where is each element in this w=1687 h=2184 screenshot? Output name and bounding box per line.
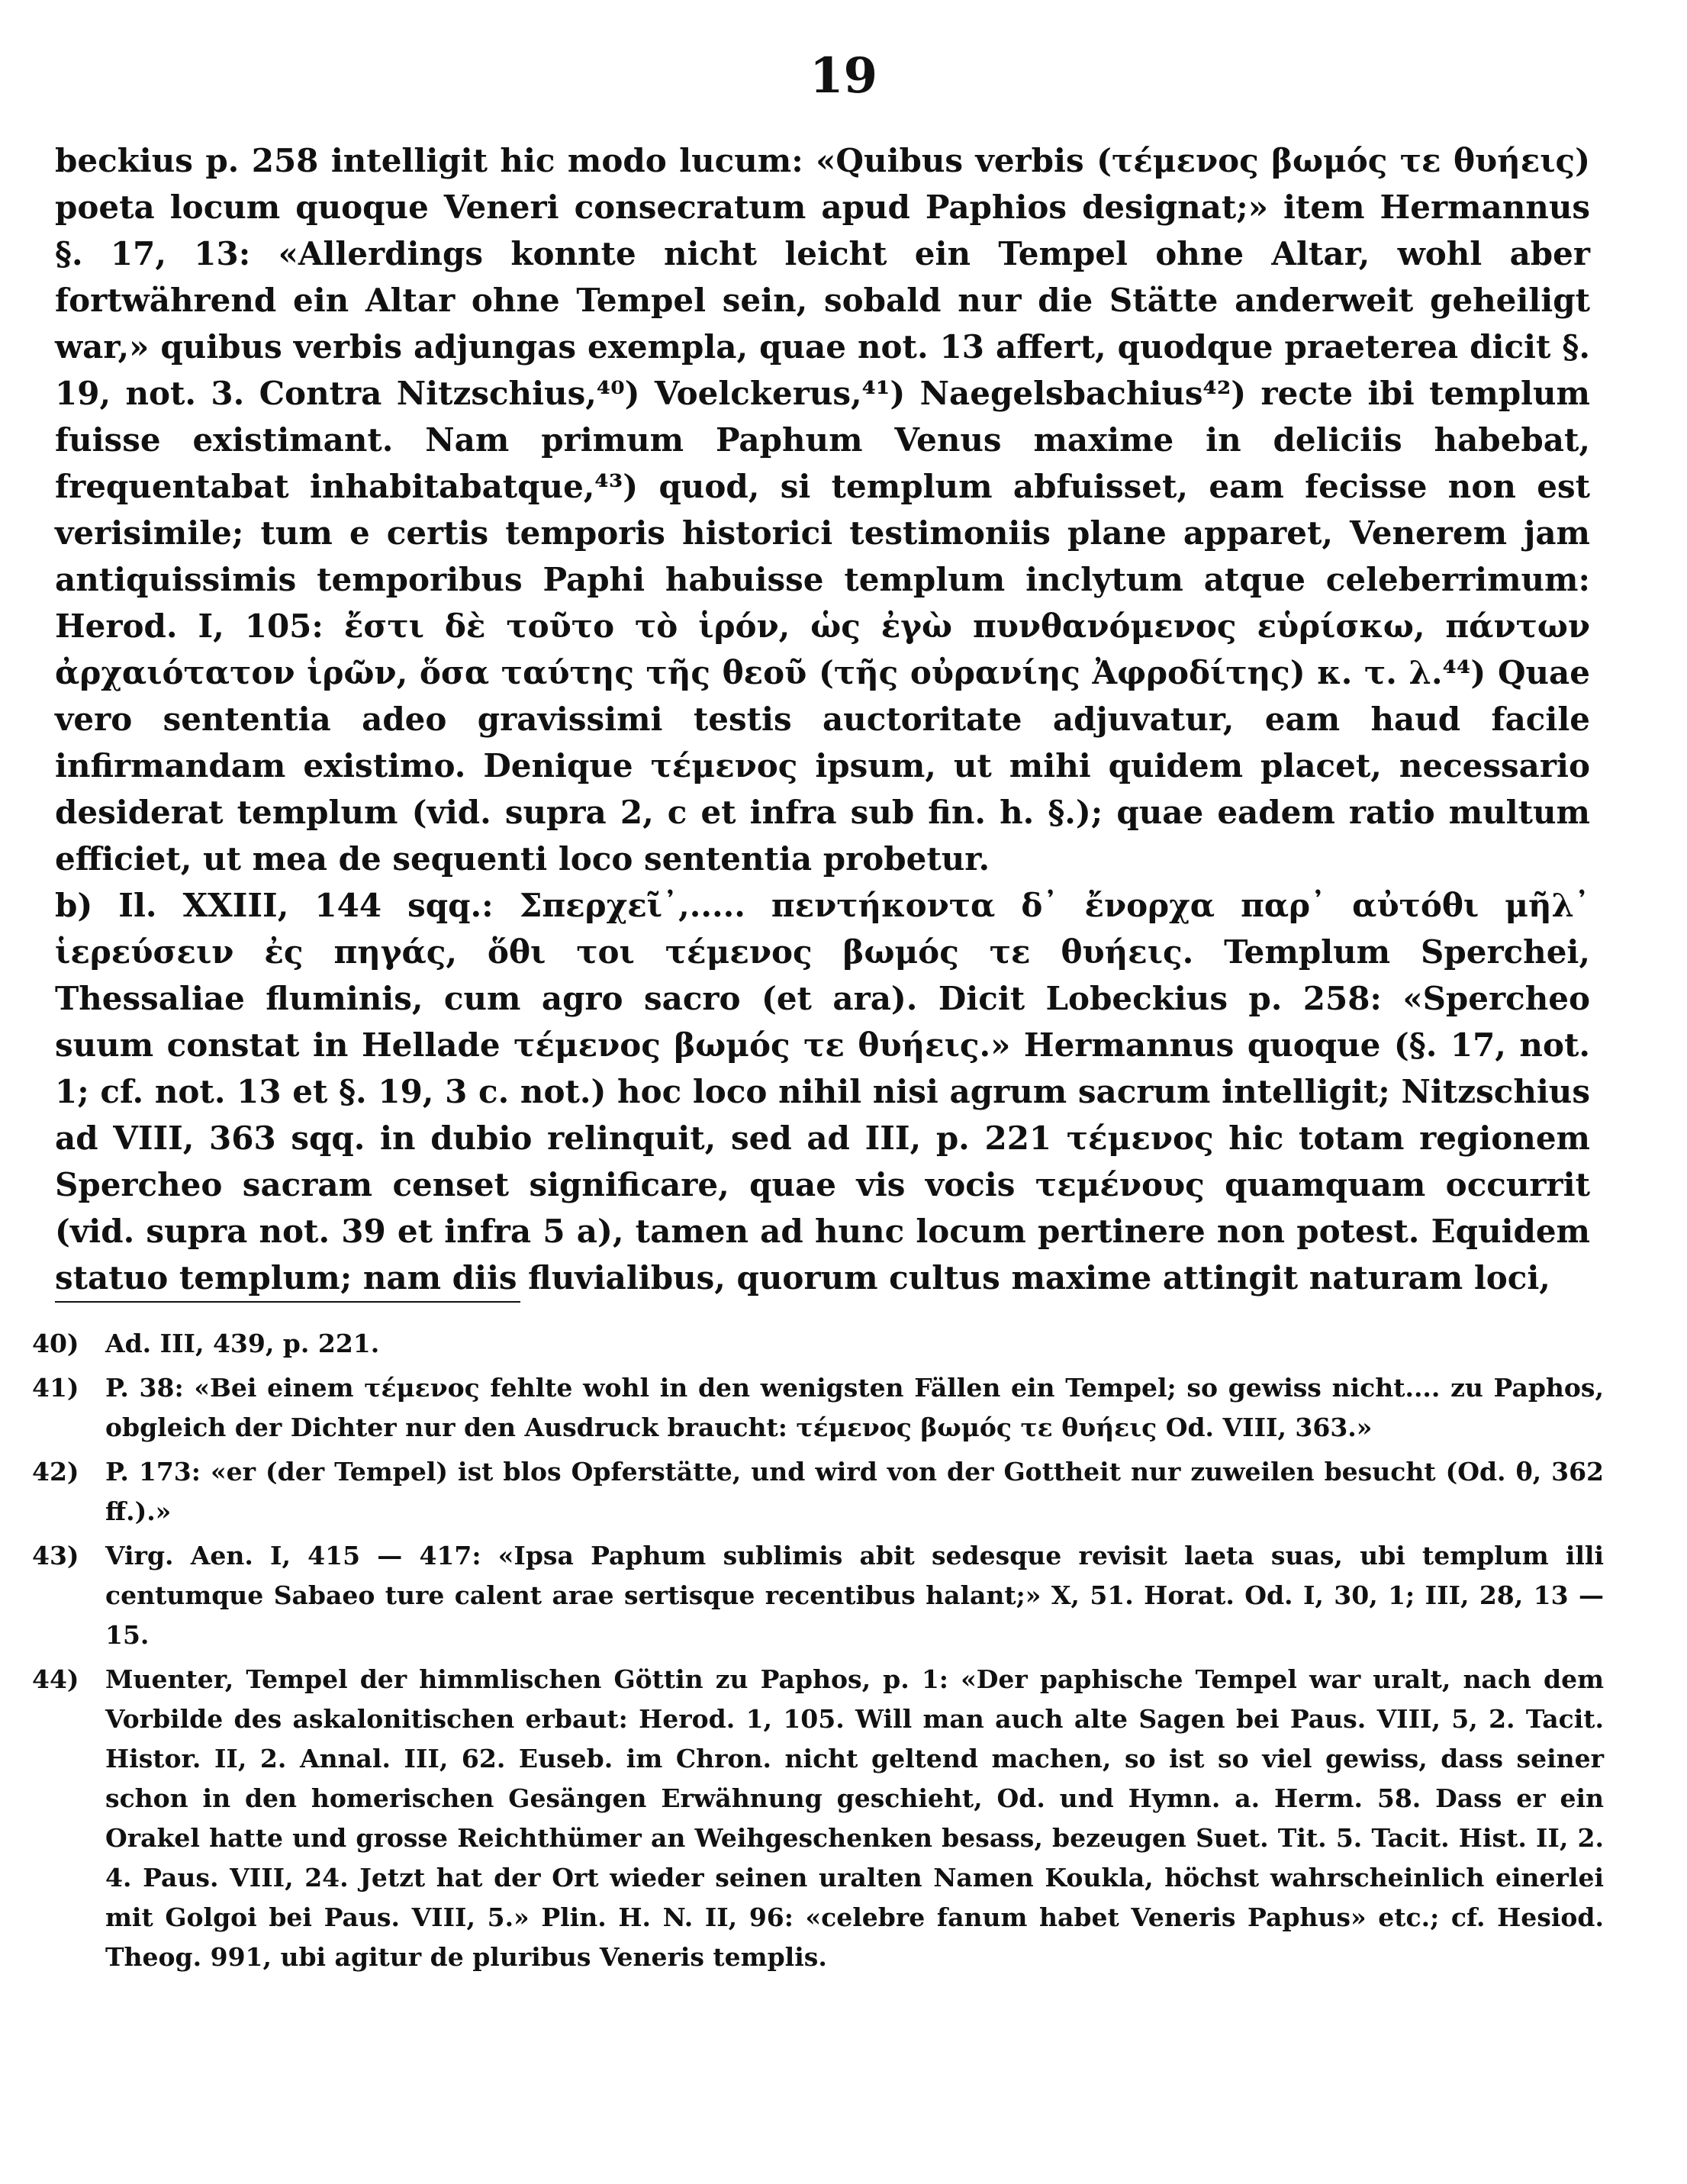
paragraph-b: b) Il. XXIII, 144 sqq.: Σπερχεῖ᾽,..... πεντήκοντα δ᾽ ἔνορχα παρ᾽ αὐτόθι μῆλ᾽ ἱερεύσειν ἐς πηγάς, ὅθι τοι τέμενος βωμός τε θυήεις. Templum Sperchei, Thessaliae fluminis, cum agro sacro (et ara). Dicit Lobeckius p. 258: «Spercheo suum constat in Hellade τέμενος βωμός τε θυήεις.» Hermannus quoque (§. 17, not. 1; cf. not. 13 et §. 19, 3 c. not.) hoc loco nihil nisi agrum sacrum intelligit; Nitzschius ad VIII, 363 sqq. in dubio relinquit, sed ad III, p. 221 τέμενος hic totam regionem Spercheo sacram censet significare, quae vis vocis τεμένους quamquam occurrit (vid. supra not. 39 et infra 5 a), tamen ad hunc locum pertinere non potest. Equidem statuo templum; nam diis fluvialibus, quorum cultus maxime attingit naturam loci, [55,887,1590,1297]
footnote-text: Virg. Aen. I, 415 — 417: «Ipsa Paphum sublimis abit sedesque revisit laeta suas, ubi templum illi centumque Sabaeo ture calent arae sertisque recentibus halant;» X, 51. Horat. Od. I, 30, 1; III, 28, 13 — 15. [105,1541,1604,1650]
main-text [55,137,1590,1301]
paragraph-a-continuation: beckius p. 258 intelligit hic modo lucum: «Quibus verbis (τέμενος βωμός τε θυήεις) poeta locum quoque Veneri consecratum apud Paphios designat;» item Hermannus §. 17, 13: «Allerdings konnte nicht leicht ein Tempel ohne Altar, wohl aber fortwährend ein Altar ohne Tempel sein, sobald nur die Stätte anderweit geheiligt war,» quibus verbis adjungas exempla, quae not. 13 affert, quodque praeterea dicit §. 19, not. 3. Contra Nitzschius,⁴⁰) Voelckerus,⁴¹) Naegelsbachius⁴²) recte ibi templum fuisse existimant. Nam primum Paphum Venus maxime in deliciis habebat, frequentabat inhabitabatque,⁴³) quod, si templum abfuisset, eam fecisse non est verisimile; tum e certis temporis historici testimoniis plane apparet, Venerem jam antiquissimis temporibus Paphi habuisse templum inclytum atque celeberrimum: Herod. I, 105: ἔστι δὲ τοῦτο τὸ ἱρόν, ὡς ἐγὼ πυνθανόμενος εὑρίσκω, πάντων ἀρχαιότατον ἱρῶν, ὅσα ταύτης τῆς θεοῦ (τῆς οὐρανίης Ἀφροδίτης) κ. τ. λ.⁴⁴) Quae vero sententia adeo gravissimi testis auctoritate adjuvatur, eam haud facile infirmandam existimo. Denique τέμενος ipsum, ut mihi quidem placet, necessario desiderat templum (vid. supra 2, c et infra sub fin. h. §.); quae eadem ratio multum efficiet, ut mea de sequenti loco sententia probetur. [55,142,1590,878]
footnote-43 [32,1536,1604,1655]
footnotes [32,1324,1604,1982]
footnote-text: Muenter, Tempel der himmlischen Göttin zu Paphos, p. 1: «Der paphische Tempel war uralt, nach dem Vorbilde des askalonitischen erbaut: Herod. 1, 105. Will man auch alte Sagen bei Paus. VIII, 5, 2. Tacit. Histor. II, 2. Annal. III, 62. Euseb. im Chron. nicht geltend machen, so ist so viel gewiss, dass seiner schon in den homerischen Gesängen Erwähnung geschieht, Od. und Hymn. a. Herm. 58. Dass er ein Orakel hatte und grosse Reichthümer an Weihgeschenken besass, bezeugen Suet. Tit. 5. Tacit. Hist. II, 2. 4. Paus. VIII, 24. Jetzt hat der Ort wieder seinen uralten Namen Koukla, höchst wahrscheinlich einerlei mit Golgoi bei Paus. VIII, 5.» Plin. H. N. II, 96: «celebre fanum habet Veneris Paphus» etc.; cf. Hesiod. Theog. 991, ubi agitur de pluribus Veneris templis. [105,1664,1604,1972]
footnote-text: P. 38: «Bei einem τέμενος fehlte wohl in den wenigsten Fällen ein Tempel; so gewiss nicht.... zu Paphos, obgleich der Dichter nur den Ausdruck braucht: τέμενος βωμός τε θυήεις Od. VIII, 363.» [105,1373,1604,1442]
footnote-42 [32,1452,1604,1532]
footnote-separator [55,1301,520,1303]
footnote-40 [32,1324,1604,1364]
footnote-number: 42) [32,1457,79,1487]
footnote-44 [32,1660,1604,1977]
footnote-text: P. 173: «er (der Tempel) ist blos Opferstätte, und wird von der Gottheit nur zuweilen besucht (Od. θ, 362 ff.).» [105,1457,1604,1526]
footnote-number: 41) [32,1373,79,1403]
footnote-41 [32,1368,1604,1448]
page-number: 19 [809,47,878,105]
footnote-text: Ad. III, 439, p. 221. [105,1329,380,1358]
footnote-number: 44) [32,1664,79,1694]
footnote-number: 43) [32,1541,79,1570]
footnote-number: 40) [32,1329,79,1358]
